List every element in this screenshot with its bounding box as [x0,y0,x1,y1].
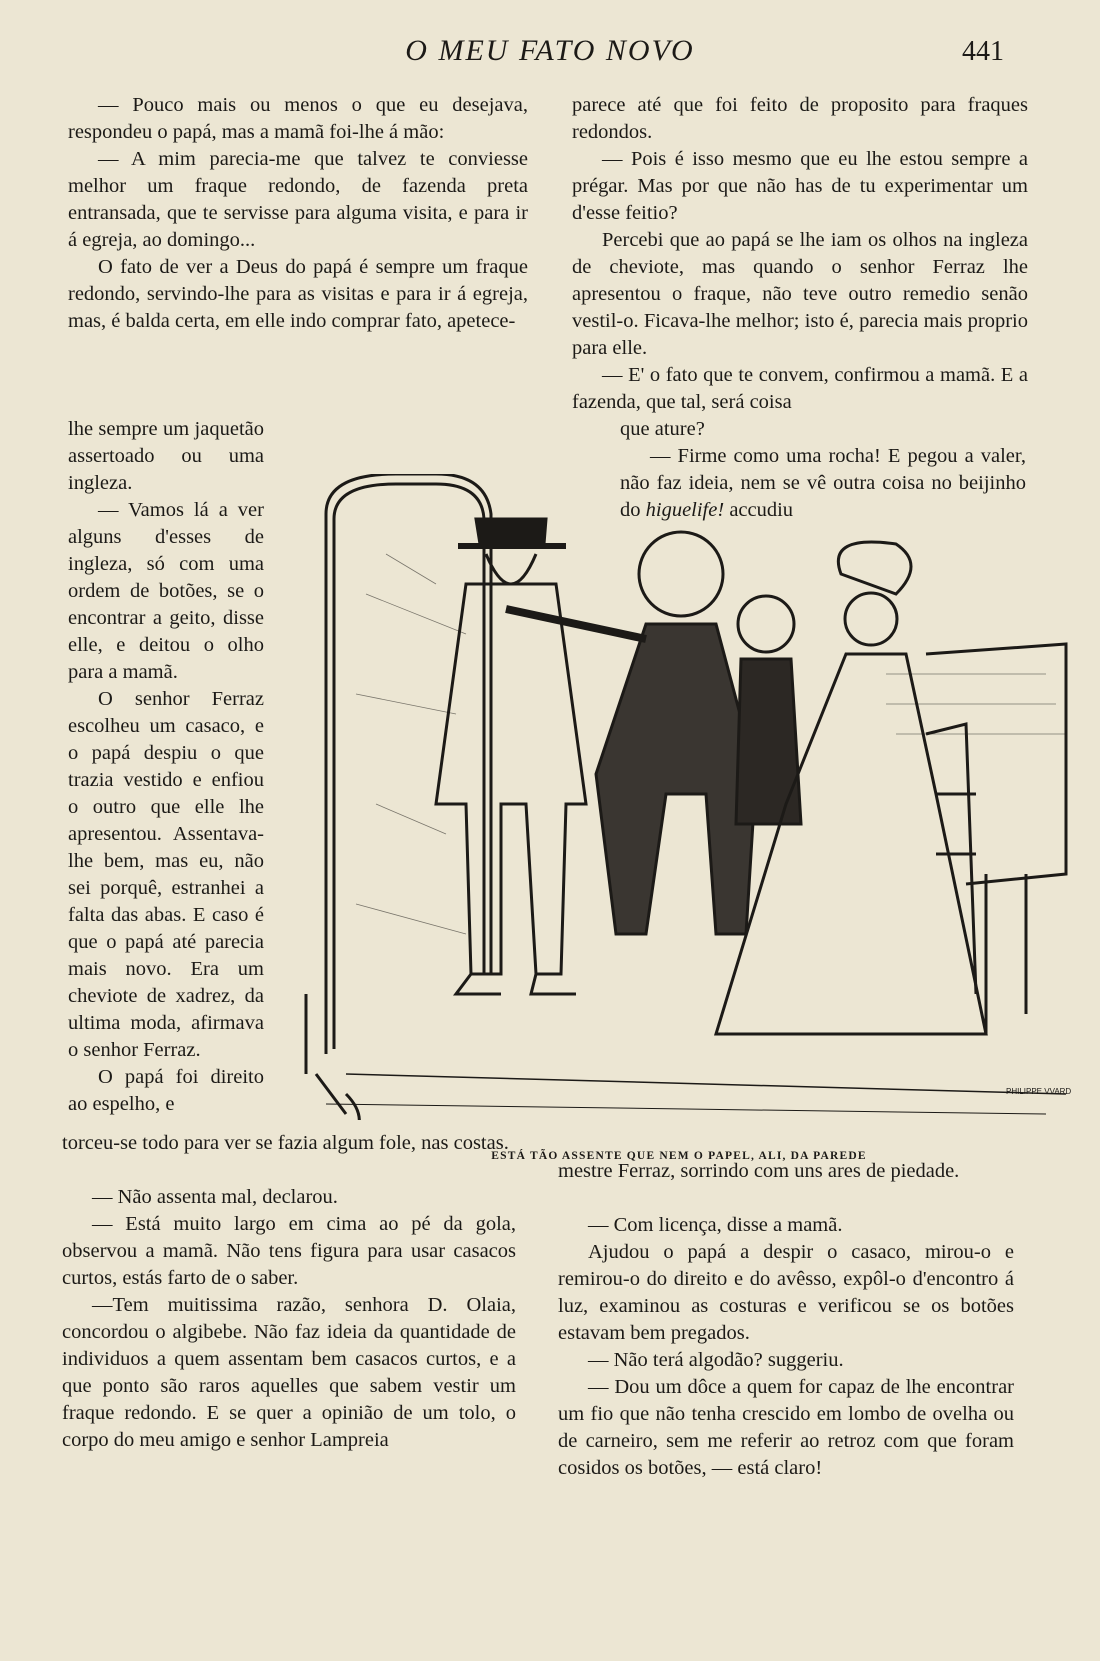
paragraph: — Não assenta mal, declarou. [92,1186,338,1208]
mirror-frame [326,474,491,1054]
column-top-left [68,92,528,335]
paragraph: — E' o fato que te convem, confirmou a mamã. E a fazenda, que tal, será coisa [572,364,1028,413]
paragraph: parece até que foi feito de proposito para fraques redondos. [572,94,1028,143]
running-header [0,28,1100,78]
column-bottom-left-top [62,1130,516,1157]
artist-signature: PHILIPPE VVARD [1006,1087,1072,1096]
column-left-narrow [68,416,264,1118]
paragraph: —Tem muitissima razão, senhora D. Olaia, concordou o algibebe. Não faz ideia da quantidade de individuos a quem assentam bem casacos curtos, e a que ponto são raros aquelles que sabem vestir um fraque redondo. E se quer a opinião de um tolo, o corpo do meu amigo e senhor Lampreia [62,1294,516,1451]
boy-head [738,596,794,652]
boy-body [736,659,801,824]
man-back-view [436,584,586,974]
paragraph: — Pois é isso mesmo que eu lhe estou sempre a prégar. Mas por que não has de tu experimentar um d'esse feitio? [572,148,1028,224]
paragraph: — Está muito largo em cima ao pé da gola, observou a mamã. Não tens figura para usar casacos curtos, estás farto de o saber. [62,1213,516,1289]
paragraph: — Pouco mais ou menos o que eu desejava, respondeu o papá, mas a mamã foi-lhe á mão: [68,94,528,143]
paragraph: — Vamos lá a ver alguns d'esses de ingleza, só com uma ordem de botões, se o encontrar a geito, disse elle, e deitou o olho para a mamã. [68,499,264,683]
text-span: — Firme como uma rocha! E pegou a valer, não faz ideia, nem se vê outra coisa no beijinho do [620,445,1026,521]
paragraph: — Não terá algodão? suggeriu. [588,1349,844,1371]
paragraph: O papá foi direito ao espelho, e [68,1066,264,1115]
paragraph: — Dou um dôce a quem for capaz de lhe encontrar um fio que não tenha crescido em lombo de ovelha ou de carneiro, sem me referir ao retroz com que foram cosidos os botões, — está claro! [558,1376,1014,1479]
italic-word: higuelife! [645,499,725,521]
woman-head [845,593,897,645]
paragraph: Ajudou o papá a despir o casaco, mirou-o e remirou-o do direito e do avêsso, expôl-o d'encontro á luz, examinou as costuras e verificou se os botões estavam bem pregados. [558,1241,1014,1344]
paragraph: O senhor Ferraz escolheu um casaco, e o papá despiu o que trazia vestido e enfiou o outro que elle lhe apresentou. Assentava-lhe bem, mas eu, não sei porquê, estranhei a falta das abas. E caso é que o papá até parecia mais novo. Era um cheviote de xadrez, da ultima moda, afirmava o senhor Ferraz. [68,688,264,1061]
paragraph: que ature? [620,418,705,440]
paragraph: O fato de ver a Deus do papá é sempre um fraque redondo, servindo-lhe para as visitas e para ir á egreja, mas, é balda certa, em elle indo comprar fato, apetece- [68,256,528,332]
column-bottom-right [558,1212,1014,1482]
paragraph: lhe sempre um jaquetão assertoado ou uma ingleza. [68,418,264,494]
paragraph: mestre Ferraz, sorrindo com uns ares de piedade. [558,1160,960,1182]
tailor-arm [506,609,646,639]
page-number: 441 [962,36,1004,67]
paragraph: torceu-se todo para ver se fazia algum fole, nas costas. [62,1132,509,1154]
top-hat [476,519,546,544]
woman-hat [838,542,911,594]
illustration-caption: ESTÁ TÃO ASSENTE QUE NEM O PAPEL, ALI, DA PAREDE [491,1150,867,1162]
column-top-right [572,92,1028,416]
paragraph: Percebi que ao papá se lhe iam os olhos na ingleza de cheviote, mas quando o senhor Ferraz lhe apresentou o fraque, não teve outro remedio senão vestil-o. Ficava-lhe melhor; isto é, parecia mais proprio para elle. [572,229,1028,359]
tailor-head [639,532,723,616]
running-title: O MEU FATO NOVO [405,34,695,67]
paragraph: — A mim parecia-me que talvez te conviesse melhor um fraque redondo, de fazenda preta entransada, que te servisse para alguma visita, e para ir á egreja, ao domingo... [68,148,528,251]
engraving-illustration [286,474,1072,1120]
tailor-body [596,624,756,934]
column-bottom-right-top [558,1158,1014,1185]
paragraph: — Com licença, disse a mamã. [588,1214,843,1236]
text-span: accudiu [729,499,794,521]
column-bottom-left [62,1184,516,1454]
